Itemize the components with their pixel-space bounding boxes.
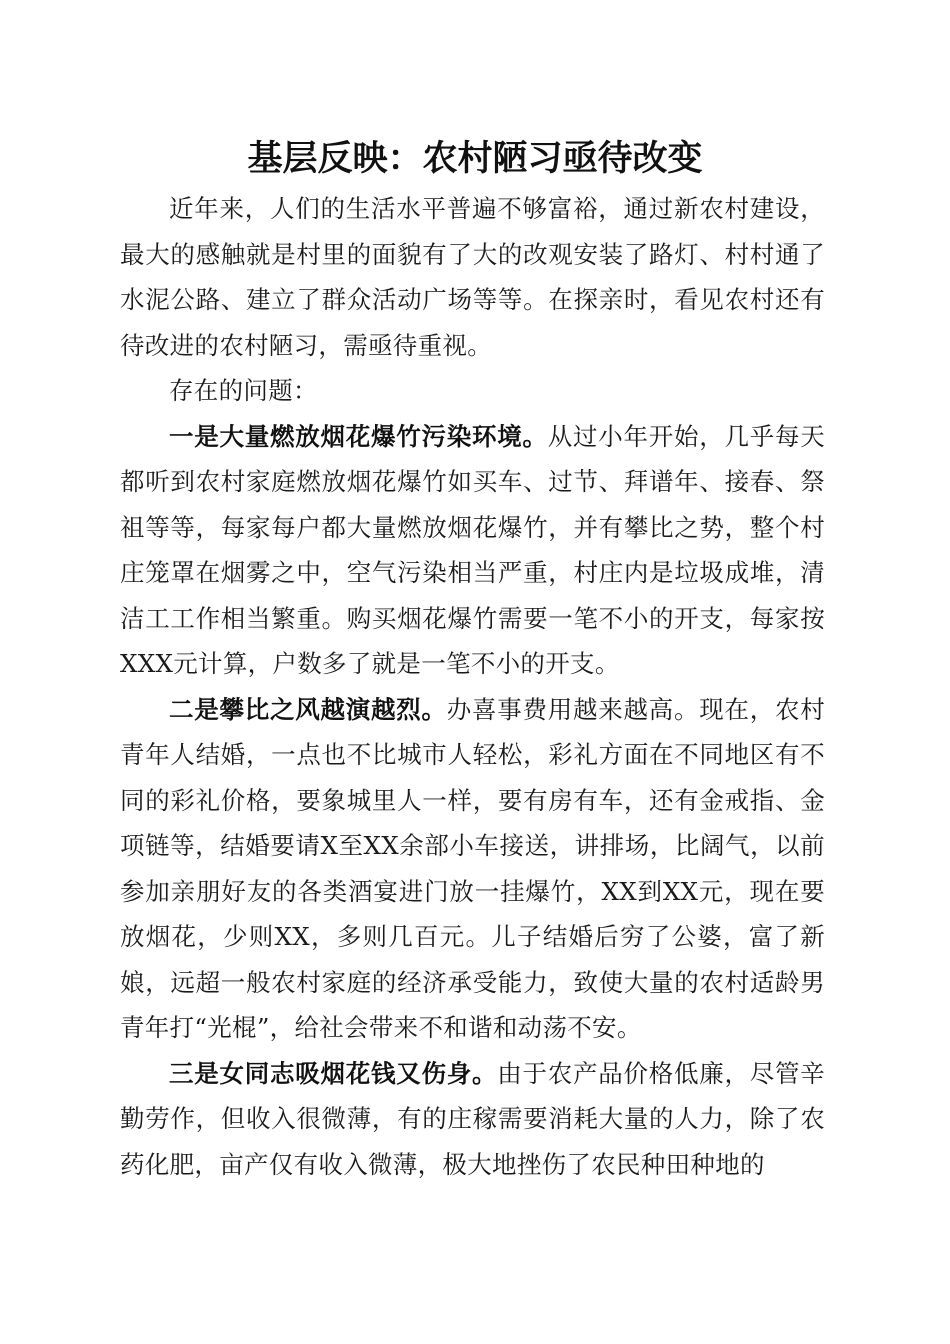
paragraph-text: 由于农产品价格低廉，尽管辛勤劳作，但收入很微薄，有的庄稼需要消耗大量的人力，除了农药化肥，亩产仅有收入微薄，极大地挫伤了农民种田种地的 [120, 1058, 825, 1179]
paragraph-text: 办喜事费用越来越高。现在，农村青年人结婚，一点也不比城市人轻松，彩礼方面在不同地区有不同的彩礼价格，要象城里人一样，要有房有车，还有金戒指、金项链等，结婚要请X至XX余部小车接送，讲排场，比阔气，以前参加亲朋好友的各类酒宴进门放一挂爆竹，XX到XX元，现在要放烟花，少则XX，多则几百元。儿子结婚后穷了公婆，富了新娘，远超一般农村家庭的经济承受能力，致使大量的农村适龄男青年打“光棍”，给社会带来不和谐和动荡不安。 [120, 694, 825, 1042]
paragraph-problem-1 [120, 414, 825, 687]
paragraph-text: 存在的问题： [169, 376, 318, 405]
paragraph-lead: 一是大量燃放烟花爆竹污染环境。 [169, 421, 548, 451]
paragraph-problem-3 [120, 1051, 825, 1188]
paragraph-intro [120, 186, 825, 368]
document-title: 基层反映：农村陋习亟待改变 [247, 138, 703, 179]
paragraph-problem-2 [120, 687, 825, 1051]
paragraph-lead: 三是女同志吸烟花钱又伤身。 [169, 1058, 498, 1088]
document-body [120, 186, 825, 1187]
paragraph-lead: 二是攀比之风越演越烈。 [169, 694, 447, 724]
paragraph-text: 近年来，人们的生活水平普遍不够富裕，通过新农村建设，最大的感触就是村里的面貌有了大的改观安装了路灯、村村通了水泥公路、建立了群众活动广场等等。在探亲时，看见农村还有待改进的农村陋习，需亟待重视。 [120, 194, 825, 360]
paragraph-text: 从过小年开始，几乎每天都听到农村家庭燃放烟花爆竹如买车、过节、拜谱年、接春、祭祖等等，每家每户都大量燃放烟花爆竹，并有攀比之势，整个村庄笼罩在烟雾之中，空气污染相当严重，村庄内是垃圾成堆，清洁工工作相当繁重。购买烟花爆竹需要一笔不小的开支，每家按XXX元计算，户数多了就是一笔不小的开支。 [120, 421, 825, 678]
paragraph-problems-heading [120, 368, 825, 414]
